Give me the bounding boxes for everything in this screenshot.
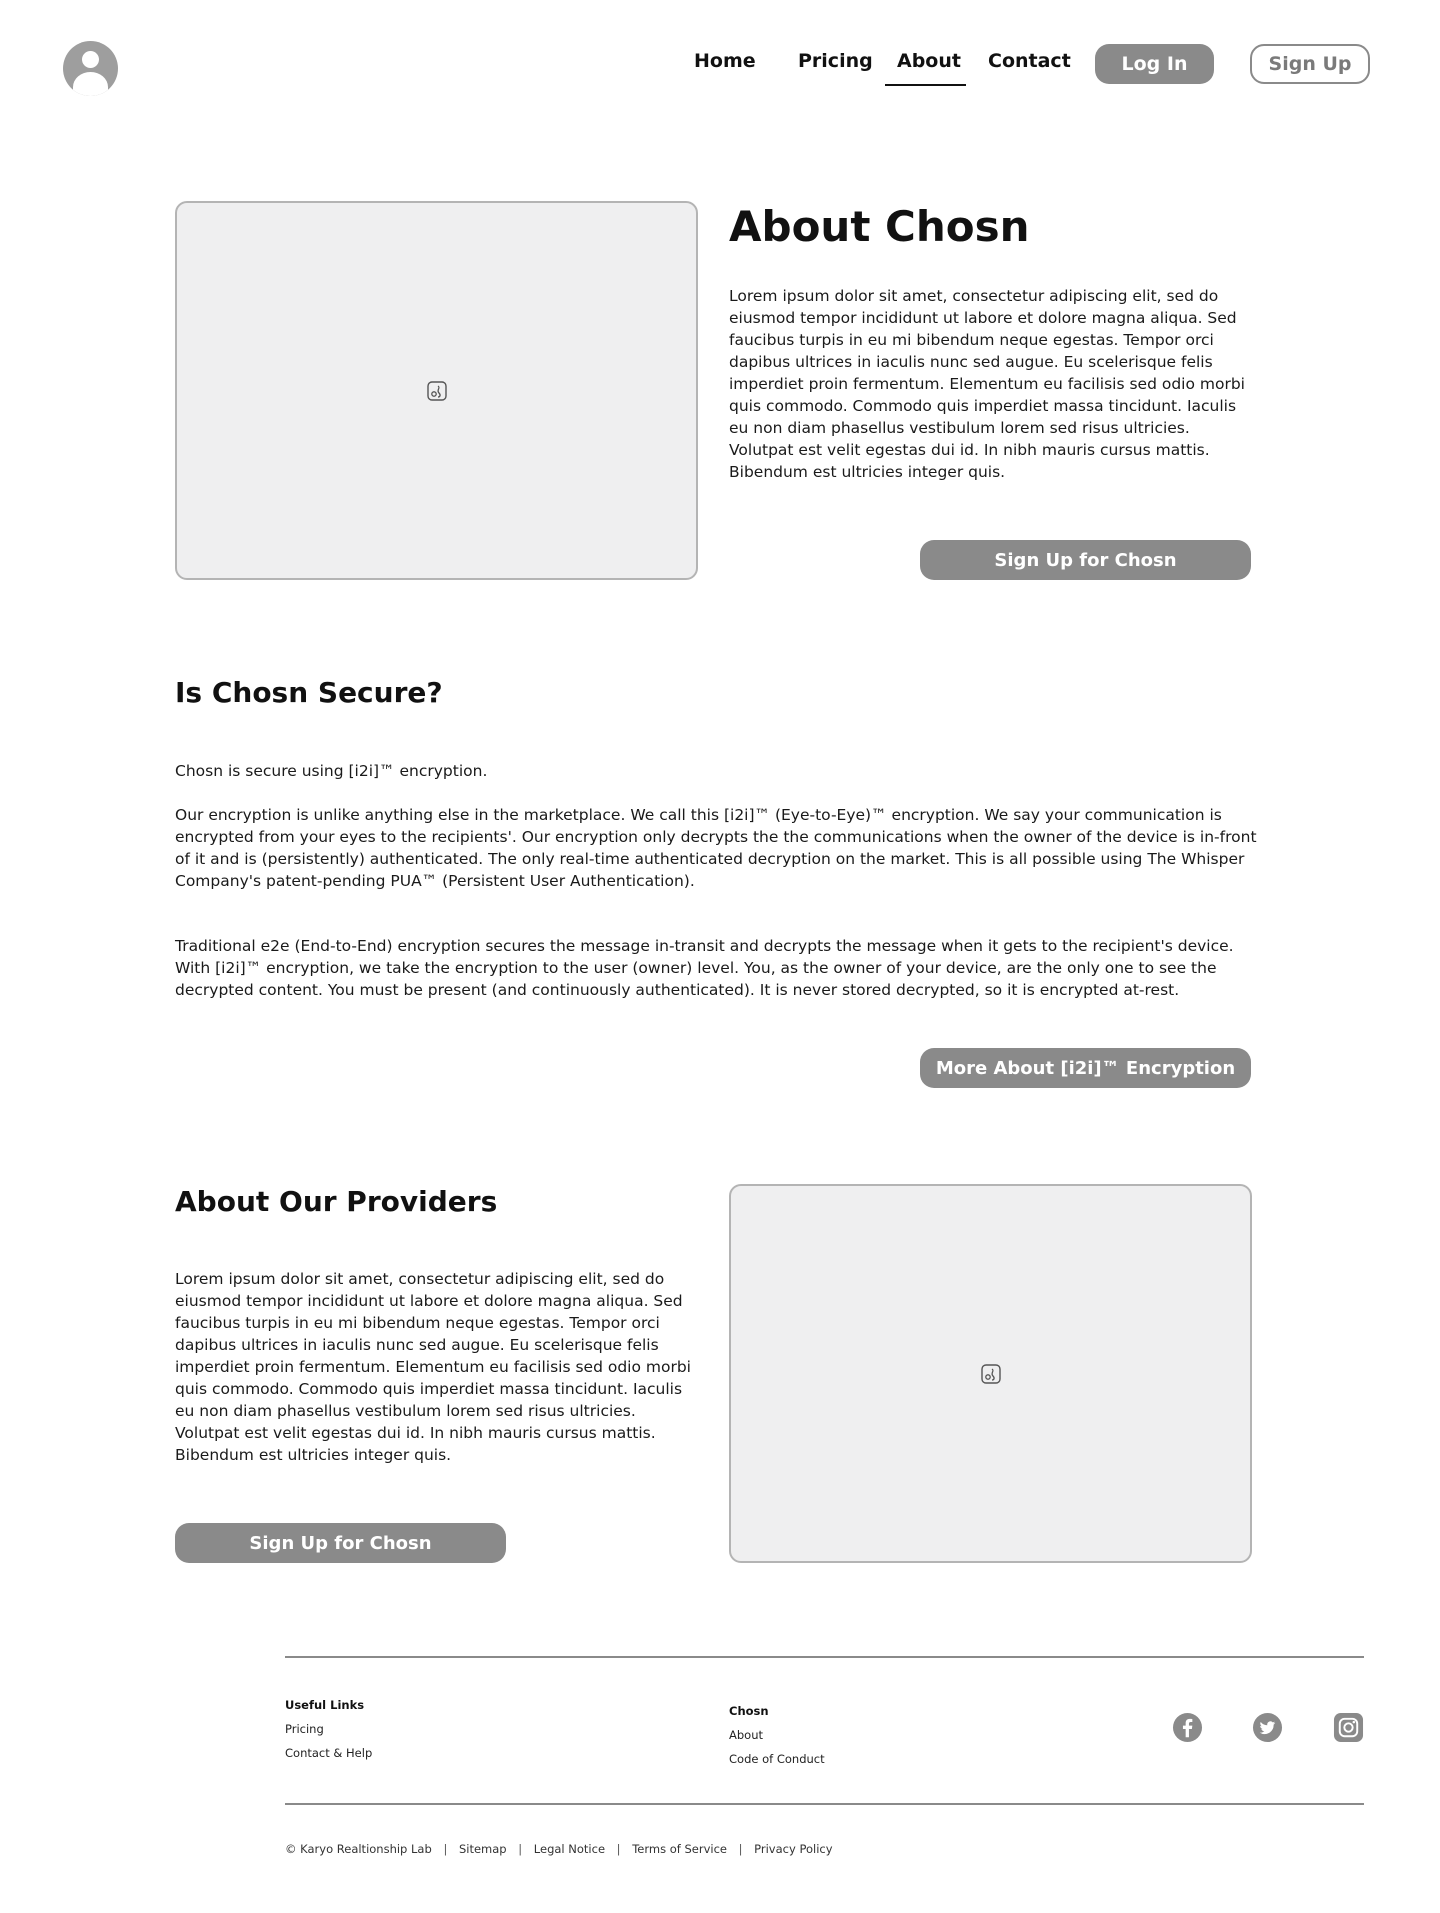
providers-image [729,1184,1252,1563]
instagram-icon[interactable] [1333,1712,1364,1743]
about-signup-button[interactable]: Sign Up for Chosn [920,540,1251,580]
footer-link-contact[interactable]: Contact & Help [285,1746,373,1760]
legal-separator: | [616,1842,621,1856]
legal-separator: | [443,1842,448,1856]
nav-home[interactable]: Home [694,50,756,72]
image-icon [427,381,447,401]
nav-contact[interactable]: Contact [988,50,1071,72]
signup-button[interactable]: Sign Up [1250,44,1370,84]
legal-link-privacy[interactable]: Privacy Policy [754,1842,833,1856]
encryption-more-button[interactable]: More About [i2i]™ Encryption [920,1048,1251,1088]
footer-link-pricing[interactable]: Pricing [285,1722,324,1736]
avatar[interactable] [63,41,118,96]
secure-paragraph-3: Traditional e2e (End-to-End) encryption secures the message in-transit and decrypts the message when it gets to the recipient's device. With [i2i]™ encryption, we take the encryption to the user (owner) level. You, as the owner of your device, are the only one to see the decrypted content. You must be present (and continuously authenticated). It is never stored decrypted, so it is encrypted at-rest. [175,937,1234,999]
nav-active-indicator [885,84,966,86]
legal-separator: | [738,1842,743,1856]
footer-link-code-of-conduct[interactable]: Code of Conduct [729,1752,825,1766]
image-icon [981,1364,1001,1384]
avatar-head [82,51,99,68]
legal-separator: | [518,1842,523,1856]
secure-paragraph-2: Our encryption is unlike anything else in the marketplace. We call this [i2i]™ (Eye-to-Eye)™ encryption. We say your communication is encrypted from your eyes to the recipients'. Our encryption only decrypts the the communications when the owner of the device is in-front of it and is (persistently) authenticated. The only real-time authenticated decryption on the market. This is all possible using The Whisper Company's patent-pending PUA™ (Persistent User Authentication). [175,806,1257,890]
login-button[interactable]: Log In [1095,44,1214,84]
legal-link-sitemap[interactable]: Sitemap [458,1842,507,1856]
footer-chosn-heading: Chosn [729,1704,769,1718]
secure-title: Is Chosn Secure? [175,676,443,709]
footer-divider-top [285,1656,1364,1658]
footer-divider-bottom [285,1803,1364,1805]
copyright-text: © Karyo Realtionship Lab [285,1842,432,1856]
footer-useful-heading: Useful Links [285,1698,365,1712]
secure-paragraph-1: Chosn is secure using [i2i]™ encryption. [175,762,488,780]
twitter-icon[interactable] [1252,1712,1283,1743]
facebook-icon[interactable] [1172,1712,1203,1743]
avatar-body [73,72,108,96]
legal-link-legal-notice[interactable]: Legal Notice [533,1842,606,1856]
legal-bar [285,1842,833,1856]
providers-body: Lorem ipsum dolor sit amet, consectetur adipiscing elit, sed do eiusmod tempor incididunt ut labore et dolore magna aliqua. Sed faucibus turpis in eu mi bibendum neque egestas. Tempor orci dapibus ultrices in iaculis nunc sed augue. Eu scelerisque felis imperdiet proin fermentum. Elementum eu facilisis sed odio morbi quis commodo. Commodo quis imperdiet massa tincidunt. Iaculis eu non diam phasellus vestibulum lorem sed risus ultricies. Volutpat est velit egestas dui id. In nibh mauris cursus mattis. Bibendum est ultricies integer quis. [175,1270,691,1464]
nav-pricing[interactable]: Pricing [798,50,873,72]
legal-link-terms[interactable]: Terms of Service [632,1842,727,1856]
about-body: Lorem ipsum dolor sit amet, consectetur adipiscing elit, sed do eiusmod tempor incididunt ut labore et dolore magna aliqua. Sed faucibus turpis in eu mi bibendum neque egestas. Tempor orci dapibus ultrices in iaculis nunc sed augue. Eu scelerisque felis imperdiet proin fermentum. Elementum eu facilisis sed odio morbi quis commodo. Commodo quis imperdiet massa tincidunt. Iaculis eu non diam phasellus vestibulum lorem sed risus ultricies. Volutpat est velit egestas dui id. In nibh mauris cursus mattis. Bibendum est ultricies integer quis. [729,287,1245,481]
about-image [175,201,698,580]
providers-title: About Our Providers [175,1185,498,1218]
nav-about[interactable]: About [897,50,961,72]
footer-link-about[interactable]: About [729,1728,764,1742]
about-title: About Chosn [729,202,1030,251]
providers-signup-button[interactable]: Sign Up for Chosn [175,1523,506,1563]
